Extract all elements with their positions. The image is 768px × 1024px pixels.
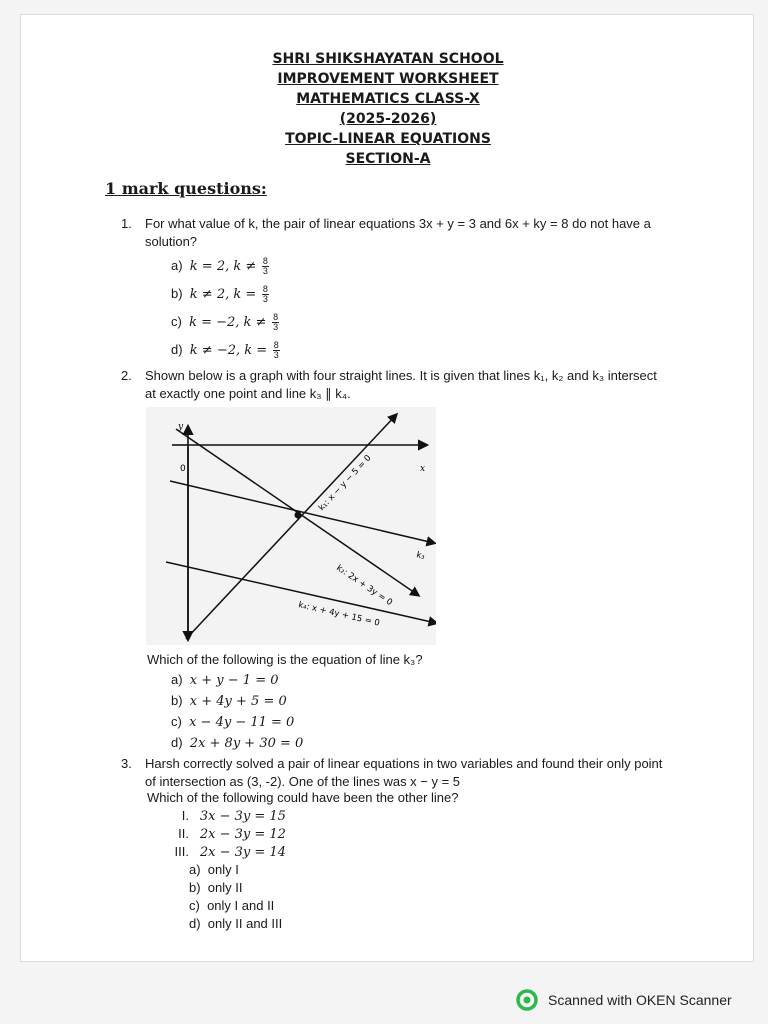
one-mark-heading: 1 mark questions:: [105, 179, 267, 198]
session-title: (2025-2026): [339, 111, 437, 127]
option-text: 2x + 8y + 30 = 0: [189, 736, 304, 751]
line-k3: [170, 481, 434, 543]
option-label: a): [171, 258, 183, 273]
option-label: b): [189, 880, 201, 895]
q3-option-b: [189, 879, 242, 897]
option-text: x − 4y − 11 = 0: [189, 715, 295, 730]
question-number: 2.: [121, 368, 132, 383]
option-label: c): [189, 898, 200, 913]
option-label: a): [189, 862, 201, 877]
graph-svg: [146, 407, 436, 645]
subject-title: MATHEMATICS CLASS-X: [296, 91, 480, 107]
question-number: 1.: [121, 216, 132, 231]
option-text: only II: [207, 880, 243, 895]
option-text: k ≠ 2, k =: [189, 287, 257, 302]
intersection-point: [295, 512, 302, 519]
option-text: only I: [207, 862, 239, 877]
fraction: [262, 257, 269, 276]
question-number: 3.: [121, 756, 132, 771]
option-text: k = 2, k ≠: [189, 259, 257, 274]
scanner-text: Scanned with OKEN Scanner: [548, 992, 732, 1008]
y-axis-label: y: [178, 422, 184, 432]
q3-option-a: [189, 861, 239, 879]
statement-text: 3x − 3y = 15: [199, 809, 286, 824]
k3-label: k₃: [415, 550, 426, 562]
school-name: SHRI SHIKSHAYATAN SCHOOL: [272, 51, 504, 67]
question-text: For what value of k, the pair of linear equations 3x + y = 3 and 6x + ky = 8 do not have a solution?: [145, 216, 651, 249]
section-title: SECTION-A: [345, 151, 431, 167]
option-label: a): [171, 672, 183, 687]
question-text: Harsh correctly solved a pair of linear equations in two variables and found their only point of intersection as (3, -2). One of the lines was x − y = 5: [145, 756, 663, 789]
q2-option-c: [171, 713, 294, 732]
k1-label: k₁: x − y − 5 = 0: [316, 453, 374, 514]
topic-title: TOPIC-LINEAR EQUATIONS: [285, 131, 491, 147]
worksheet-header: [21, 49, 755, 169]
fraction: [272, 313, 279, 332]
fraction-numerator: 8: [273, 312, 279, 323]
q1-option-a: [171, 257, 269, 276]
option-label: b): [171, 286, 183, 301]
option-label: b): [171, 693, 183, 708]
fraction-denominator: 3: [273, 350, 279, 361]
fraction: [273, 341, 280, 360]
fraction-numerator: 8: [273, 340, 279, 351]
q2-option-d: [171, 734, 303, 753]
option-text: k = −2, k ≠: [189, 315, 267, 330]
line-k4: [166, 562, 436, 623]
fraction-numerator: 8: [262, 284, 268, 295]
option-label: c): [171, 714, 182, 729]
q3-statement-2: [147, 825, 286, 844]
q2-prompt: Which of the following is the equation of line k₃?: [147, 652, 423, 667]
fraction-denominator: 3: [273, 322, 279, 333]
oken-scanner-logo-icon: [516, 989, 538, 1011]
fraction: [262, 285, 269, 304]
worksheet-page: [20, 14, 754, 962]
fraction-denominator: 3: [262, 294, 268, 305]
option-text: x + 4y + 5 = 0: [189, 694, 287, 709]
statement-label: I.: [181, 808, 189, 823]
q1-option-b: [171, 285, 269, 304]
fraction-denominator: 3: [262, 266, 268, 277]
option-label: d): [171, 735, 183, 750]
option-label: c): [171, 314, 182, 329]
k2-label: k₂: 2x + 3y = 0: [334, 563, 394, 608]
k4-label: k₄: x + 4y + 15 = 0: [297, 600, 381, 629]
worksheet-title: IMPROVEMENT WORKSHEET: [277, 71, 499, 87]
lines-graph: [146, 407, 436, 645]
option-text: x + y − 1 = 0: [189, 673, 279, 688]
statement-label: II.: [178, 826, 189, 841]
statement-text: 2x − 3y = 14: [199, 845, 286, 860]
q3-prompt: Which of the following could have been the other line?: [147, 790, 459, 805]
q3-option-d: [189, 915, 282, 933]
q3-statement-1: [147, 807, 286, 826]
option-label: d): [189, 916, 201, 931]
option-label: d): [171, 342, 183, 357]
question-text: Shown below is a graph with four straight lines. It is given that lines k₁, k₂ and k₃ intersect at exactly one point and line k₃ ∥ k₄.: [145, 368, 657, 401]
option-text: k ≠ −2, k =: [189, 343, 268, 358]
q1-option-c: [171, 313, 279, 332]
q2-option-b: [171, 692, 287, 711]
q2-option-a: [171, 671, 279, 690]
q1-option-d: [171, 341, 280, 360]
statement-text: 2x − 3y = 12: [199, 827, 286, 842]
origin-label: 0: [180, 464, 186, 474]
scanner-watermark: [516, 988, 732, 1012]
question-2: [121, 367, 681, 407]
fraction-numerator: 8: [262, 256, 268, 267]
q3-statement-3: [147, 843, 286, 862]
option-text: only I and II: [207, 898, 275, 913]
x-axis-label: x: [420, 464, 426, 474]
option-text: only II and III: [207, 916, 283, 931]
q3-option-c: [189, 897, 274, 915]
question-1: [121, 215, 681, 255]
statement-label: III.: [174, 844, 189, 859]
